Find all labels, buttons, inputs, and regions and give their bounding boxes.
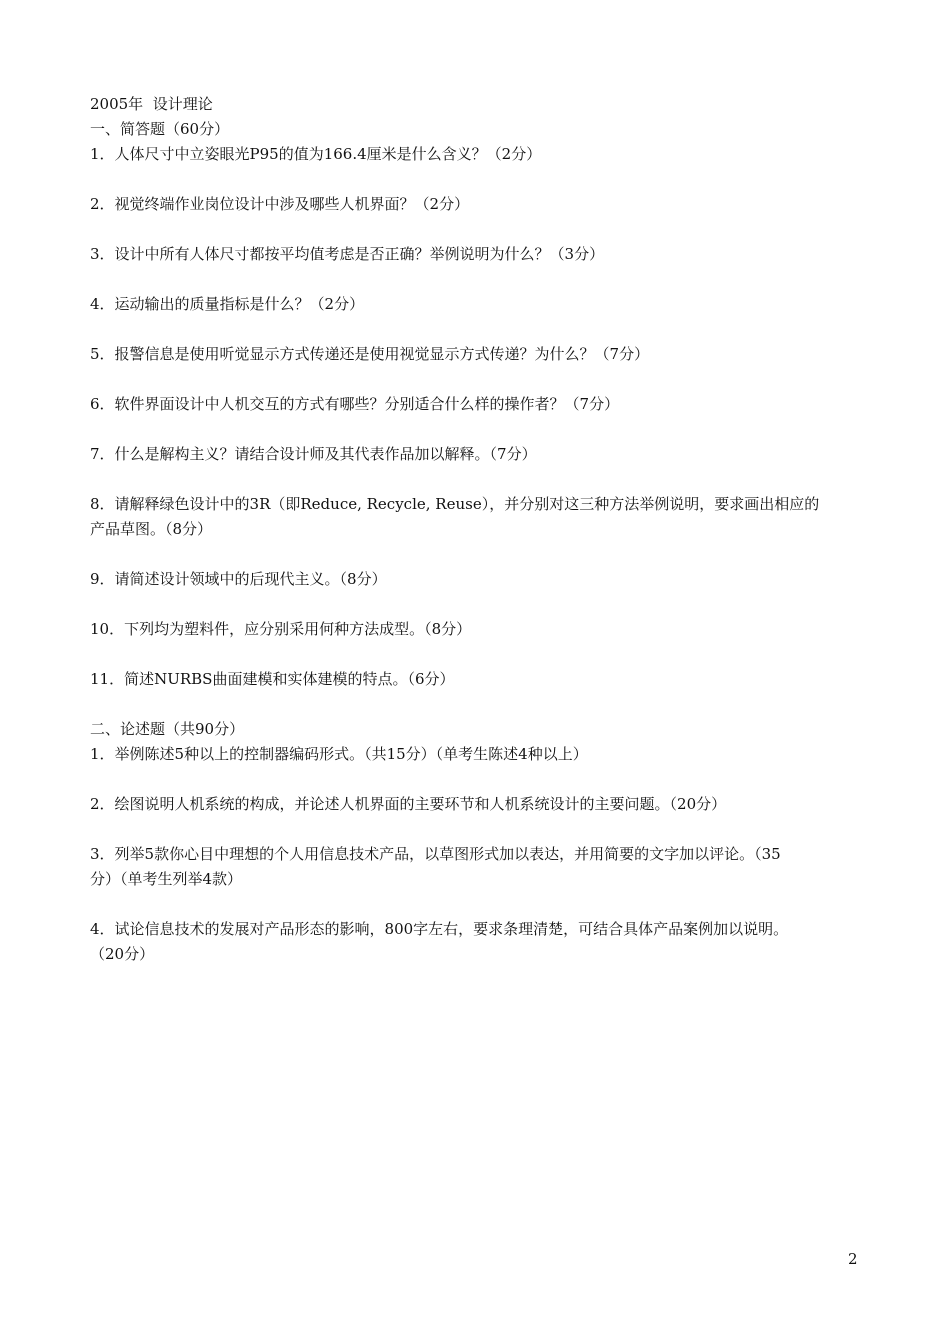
paragraph-gap <box>90 542 865 567</box>
section-heading-short-answer: 一、简答题（60分） <box>90 120 230 138</box>
question-11: 11．简述NURBS曲面建模和实体建模的特点。（6分） <box>90 670 455 688</box>
document-content <box>90 92 865 967</box>
essay-question-1: 1．举例陈述5种以上的控制器编码形式。（共15分）（单考生陈述4种以上） <box>90 745 588 763</box>
paragraph-gap <box>90 167 865 192</box>
paragraph-gap <box>90 817 865 842</box>
paragraph-gap <box>90 892 865 917</box>
question-5: 5．报警信息是使用听觉显示方式传递还是使用视觉显示方式传递？为什么？（7分） <box>90 345 650 363</box>
essay-question-4-line-2: （20分） <box>90 945 155 963</box>
question-7: 7．什么是解构主义？请结合设计师及其代表作品加以解释。（7分） <box>90 445 537 463</box>
paragraph-gap <box>90 267 865 292</box>
question-6: 6．软件界面设计中人机交互的方式有哪些？分别适合什么样的操作者？（7分） <box>90 395 620 413</box>
page-number: 2 <box>848 1250 858 1268</box>
question-4: 4．运动输出的质量指标是什么？（2分） <box>90 295 365 313</box>
question-10: 10．下列均为塑料件，应分别采用何种方法成型。（8分） <box>90 620 472 638</box>
paragraph-gap <box>90 217 865 242</box>
section-heading-essay: 二、论述题（共90分） <box>90 720 245 738</box>
question-8-line-2: 产品草图。（8分） <box>90 520 213 538</box>
paragraph-gap <box>90 367 865 392</box>
paragraph-gap <box>90 417 865 442</box>
question-3: 3．设计中所有人体尺寸都按平均值考虑是否正确？举例说明为什么？（3分） <box>90 245 605 263</box>
question-9: 9．请简述设计领域中的后现代主义。（8分） <box>90 570 387 588</box>
document-title: 2005年 设计理论 <box>90 95 213 113</box>
paragraph-gap <box>90 767 865 792</box>
essay-question-3-line-2: 分）（单考生列举4款） <box>90 870 243 888</box>
essay-question-4-line-1: 4．试论信息技术的发展对产品形态的影响，800字左右，要求条理清楚，可结合具体产品案例加以说明。 <box>90 920 789 938</box>
paragraph-gap <box>90 467 865 492</box>
essay-question-2: 2．绘图说明人机系统的构成，并论述人机界面的主要环节和人机系统设计的主要问题。（20分） <box>90 795 727 813</box>
question-8-line-1: 8．请解释绿色设计中的3R（即Reduce, Recycle, Reuse），并分别对这三种方法举例说明，要求画出相应的 <box>90 495 820 513</box>
paragraph-gap <box>90 692 865 717</box>
question-2: 2．视觉终端作业岗位设计中涉及哪些人机界面？（2分） <box>90 195 470 213</box>
question-1: 1．人体尺寸中立姿眼光P95的值为166.4厘米是什么含义？（2分） <box>90 145 542 163</box>
essay-question-3-line-1: 3．列举5款你心目中理想的个人用信息技术产品，以草图形式加以表达，并用简要的文字加以评论。（35 <box>90 845 781 863</box>
paragraph-gap <box>90 642 865 667</box>
paragraph-gap <box>90 317 865 342</box>
paragraph-gap <box>90 592 865 617</box>
